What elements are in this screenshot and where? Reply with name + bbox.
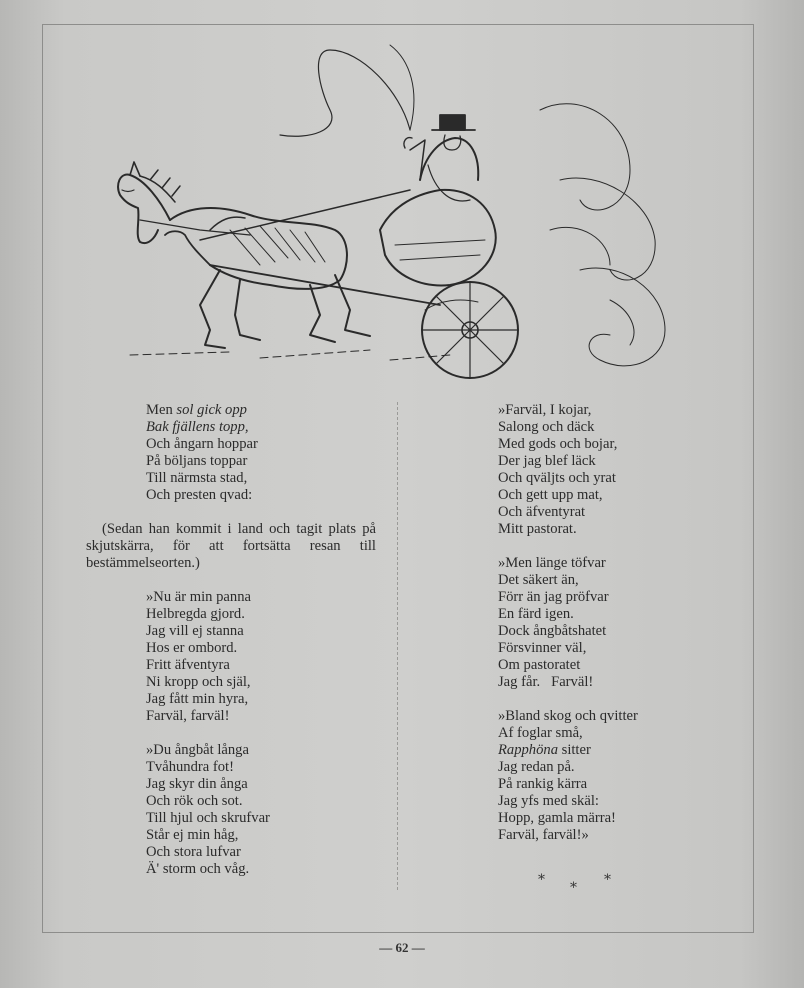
verse-line: Ni kropp och själ, <box>146 674 251 690</box>
verse-line: Der jag blef läck <box>498 453 596 469</box>
verse-line: Helbregda gjord. <box>146 606 245 622</box>
verse-line: »Farväl, I kojar, <box>498 402 592 418</box>
stanza-4 <box>498 402 738 538</box>
stanza-1 <box>86 402 396 504</box>
verse-line: På rankig kärra <box>498 776 588 792</box>
verse-line: Af foglar små, <box>498 725 583 741</box>
verse-line: Men sol gick opp <box>146 402 247 418</box>
asterism-star: * <box>570 880 577 896</box>
verse-line: Bak fjällens topp, <box>146 419 249 435</box>
verse-line: Förr än jag pröfvar <box>498 589 609 605</box>
verse-line: På böljans toppar <box>146 453 248 469</box>
stanza-6 <box>498 708 738 844</box>
stanza-5 <box>498 555 738 691</box>
verse-line: Jag skyr din ånga <box>146 776 248 792</box>
verse-line: Till hjul och skrufvar <box>146 810 270 826</box>
verse-line: Salong och däck <box>498 419 595 435</box>
verse-line: Jag redan på. <box>498 759 575 775</box>
asterism <box>534 870 624 900</box>
verse-line: Fritt äfventyra <box>146 657 230 673</box>
verse-line: »Nu är min panna <box>146 589 251 605</box>
verse-line: Och ångarn hoppar <box>146 436 258 452</box>
verse-line: Försvinner väl, <box>498 640 587 656</box>
verse-line: Jag yfs med skäl: <box>498 793 599 809</box>
verse-line: Hos er ombord. <box>146 640 238 656</box>
verse-line: En färd igen. <box>498 606 574 622</box>
stanza-2 <box>86 589 396 725</box>
verse-line: Med gods och bojar, <box>498 436 618 452</box>
verse-line: Står ej min håg, <box>146 827 239 843</box>
verse-line: Dock ångbåtshatet <box>498 623 607 639</box>
verse-line: Och äfventyrat <box>498 504 586 520</box>
verse-line: Och stora lufvar <box>146 844 241 860</box>
verse-line: Farväl, farväl!» <box>498 827 589 843</box>
verse-line: Och presten qvad: <box>146 487 253 503</box>
asterism-star: * <box>604 872 611 888</box>
horse-cart-illustration <box>110 30 690 390</box>
prose-note: (Sedan han kommit i land och tagit plats på skjutskärra, för att fortsätta resan till bestämmelseorten.) <box>86 521 376 571</box>
verse-line: Mitt pastorat. <box>498 521 577 537</box>
verse-line: Och rök och sot. <box>146 793 243 809</box>
verse-line: »Men länge töfvar <box>498 555 606 571</box>
right-column <box>498 402 738 844</box>
page-number: — 62 — <box>379 940 425 955</box>
verse-line: Ä' storm och våg. <box>146 861 250 877</box>
verse-line: Hopp, gamla märra! <box>498 810 616 826</box>
asterism-star: * <box>538 872 545 888</box>
verse-line: »Bland skog och qvitter <box>498 708 638 724</box>
verse-line: »Du ångbåt långa <box>146 742 249 758</box>
verse-line: Och qväljts och yrat <box>498 470 616 486</box>
verse-line: Det säkert än, <box>498 572 579 588</box>
verse-line: Jag vill ej stanna <box>146 623 244 639</box>
verse-line: Till närmsta stad, <box>146 470 248 486</box>
verse-line: Och gett upp mat, <box>498 487 603 503</box>
verse-line: Rapphöna sitter <box>498 742 591 758</box>
stanza-3 <box>86 742 396 878</box>
verse-line: Tvåhundra fot! <box>146 759 234 775</box>
verse-line: Jag får. Farväl! <box>498 674 594 690</box>
left-column <box>86 402 396 878</box>
verse-line: Om pastoratet <box>498 657 581 673</box>
verse-line: Jag fått min hyra, <box>146 691 249 707</box>
verse-line: Farväl, farväl! <box>146 708 230 724</box>
column-divider <box>397 402 398 890</box>
